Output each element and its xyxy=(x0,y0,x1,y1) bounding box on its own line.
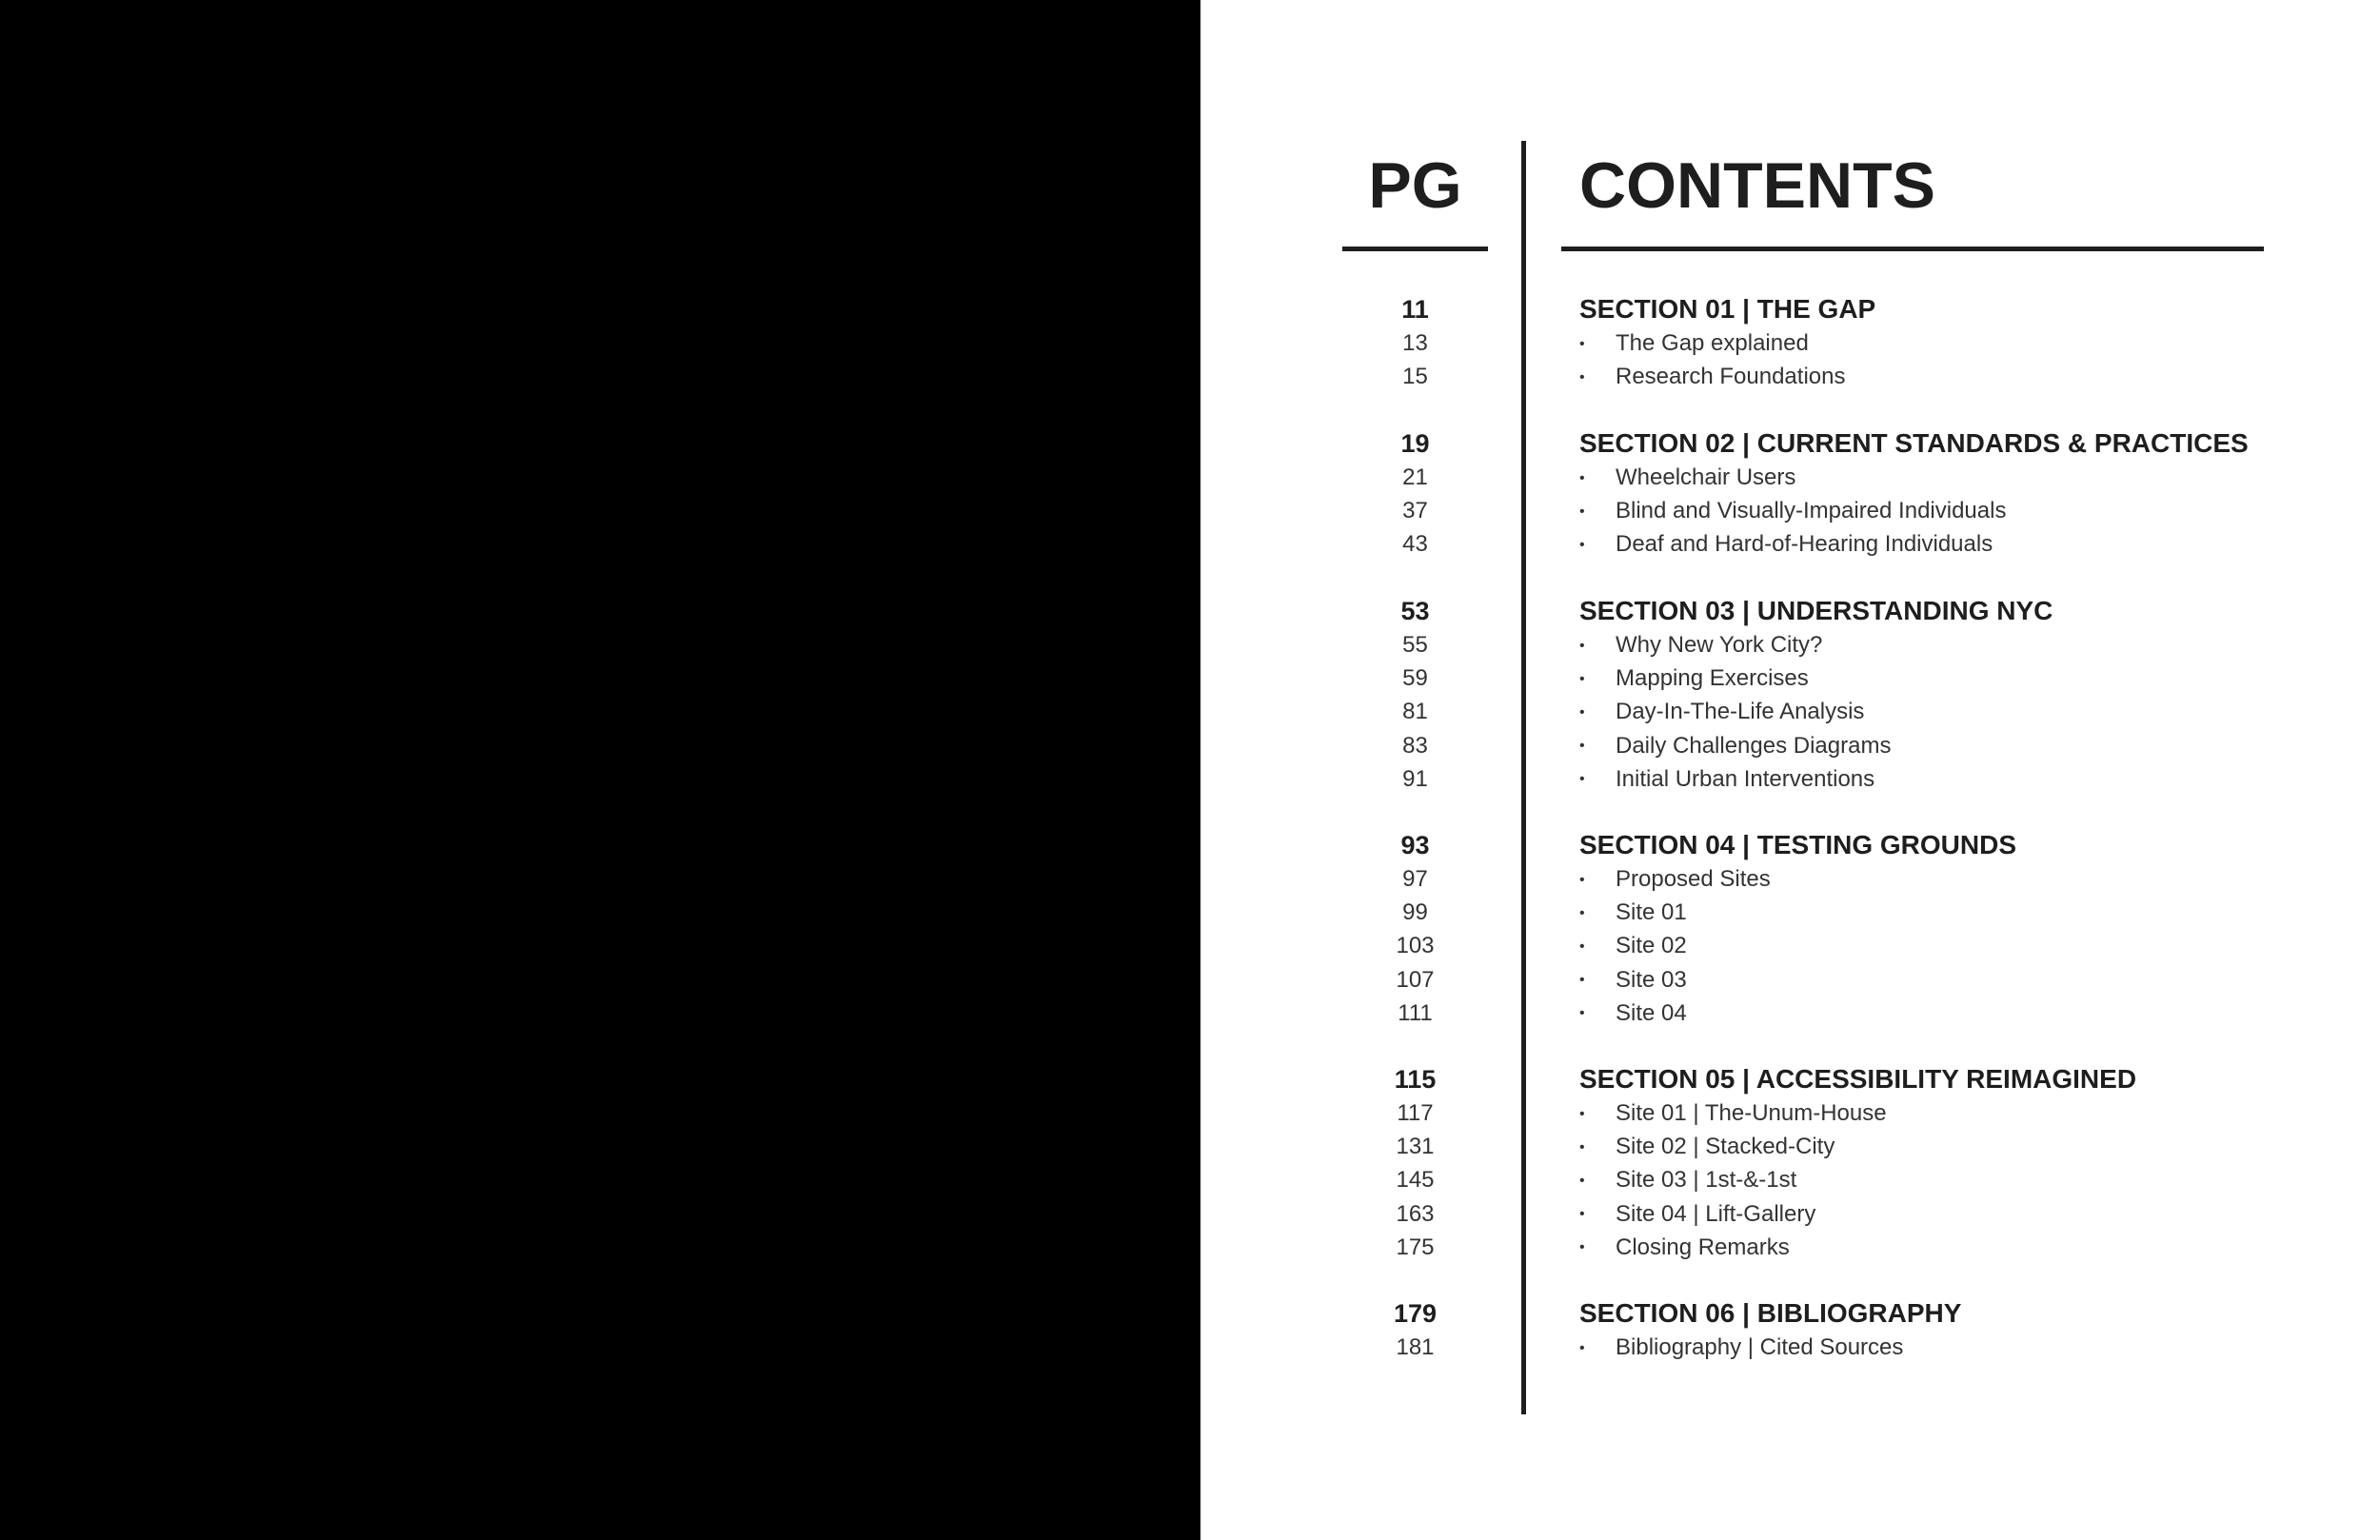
toc-item-label: Deaf and Hard-of-Hearing Individuals xyxy=(1616,531,1993,558)
item-page-number: 131 xyxy=(1396,1134,1435,1160)
item-page-number: 91 xyxy=(1402,765,1428,792)
bullet-icon: • xyxy=(1579,904,1585,921)
item-page-number: 111 xyxy=(1398,999,1433,1026)
bullet-icon: • xyxy=(1579,469,1585,486)
toc-item-label: Daily Challenges Diagrams xyxy=(1616,732,1892,759)
bullet-icon: • xyxy=(1579,335,1585,352)
section-page-number: 93 xyxy=(1400,831,1430,859)
bullet-icon: • xyxy=(1579,938,1585,956)
toc-item[interactable] xyxy=(1579,662,1809,696)
bullet-icon: • xyxy=(1579,637,1585,654)
toc-item-label: Day-In-The-Life Analysis xyxy=(1616,699,1865,725)
item-page-number: 145 xyxy=(1396,1167,1435,1194)
toc-item[interactable] xyxy=(1579,1164,1796,1197)
item-page-number: 175 xyxy=(1396,1234,1435,1260)
toc-item-label: Site 02 xyxy=(1616,933,1687,959)
toc-item[interactable] xyxy=(1579,997,1687,1031)
toc-item-label: Closing Remarks xyxy=(1616,1234,1790,1260)
bullet-icon: • xyxy=(1579,1206,1585,1223)
toc-item[interactable] xyxy=(1579,1332,1903,1365)
toc-item-label: Site 03 xyxy=(1616,966,1687,993)
bullet-icon: • xyxy=(1579,738,1585,755)
item-page-number: 181 xyxy=(1396,1334,1435,1360)
toc-item[interactable] xyxy=(1579,863,1771,897)
toc-item-label: Site 01 | The-Unum-House xyxy=(1616,1100,1887,1126)
bullet-icon: • xyxy=(1579,704,1585,721)
toc-item-label: Mapping Exercises xyxy=(1616,665,1809,692)
section-page-number: 179 xyxy=(1393,1299,1438,1328)
item-page-number: 83 xyxy=(1402,732,1428,759)
item-page-number: 15 xyxy=(1402,364,1428,390)
section-page-number: 115 xyxy=(1394,1065,1437,1094)
section-title[interactable]: SECTION 03 | UNDERSTANDING NYC xyxy=(1579,596,2053,625)
toc-item-label: Site 02 | Stacked-City xyxy=(1616,1134,1835,1160)
item-page-number: 59 xyxy=(1402,665,1428,692)
bullet-icon: • xyxy=(1579,1138,1585,1155)
item-page-number: 43 xyxy=(1402,531,1428,558)
bullet-icon: • xyxy=(1579,1339,1585,1356)
toc-item[interactable] xyxy=(1579,930,1687,963)
item-page-number: 107 xyxy=(1396,966,1435,993)
item-page-number: 103 xyxy=(1396,933,1435,959)
toc-item[interactable] xyxy=(1579,462,1795,495)
item-page-number: 13 xyxy=(1402,330,1428,356)
toc-item[interactable] xyxy=(1579,964,1687,997)
section-title[interactable]: SECTION 01 | THE GAP xyxy=(1579,294,1876,324)
pg-heading: PG xyxy=(1368,149,1462,222)
toc-item[interactable] xyxy=(1579,1198,1815,1232)
toc-item-label: Site 01 xyxy=(1616,899,1687,926)
item-page-number: 99 xyxy=(1402,899,1428,926)
item-page-number: 55 xyxy=(1402,632,1428,658)
bullet-icon: • xyxy=(1579,871,1585,888)
toc-item-label: Bibliography | Cited Sources xyxy=(1616,1334,1904,1360)
toc-item-label: Proposed Sites xyxy=(1616,866,1771,892)
toc-item[interactable] xyxy=(1579,897,1687,930)
column-divider xyxy=(1521,141,1526,1414)
section-page-number: 11 xyxy=(1401,295,1429,324)
toc-item-label: Why New York City? xyxy=(1616,632,1823,658)
bullet-icon: • xyxy=(1579,670,1585,687)
bullet-icon: • xyxy=(1579,972,1585,989)
section-title[interactable]: SECTION 06 | BIBLIOGRAPHY xyxy=(1579,1298,1962,1328)
toc-item[interactable] xyxy=(1579,327,1809,361)
contents-heading: CONTENTS xyxy=(1579,149,1935,222)
bullet-icon: • xyxy=(1579,1239,1585,1256)
toc-item-label: Site 04 | Lift-Gallery xyxy=(1616,1200,1816,1227)
toc-item[interactable] xyxy=(1579,696,1864,729)
bullet-icon: • xyxy=(1579,537,1585,554)
section-page-number: 53 xyxy=(1400,597,1430,625)
item-page-number: 37 xyxy=(1402,498,1428,524)
section-title[interactable]: SECTION 04 | TESTING GROUNDS xyxy=(1579,830,2017,859)
item-page-number: 81 xyxy=(1402,699,1428,725)
toc-item-label: Wheelchair Users xyxy=(1616,464,1796,490)
toc-item-label: Site 03 | 1st-&-1st xyxy=(1616,1167,1797,1194)
section-page-number: 19 xyxy=(1400,429,1430,458)
bullet-icon: • xyxy=(1579,1173,1585,1190)
bullet-icon: • xyxy=(1579,771,1585,788)
toc-item[interactable] xyxy=(1579,1131,1835,1164)
pg-underline xyxy=(1342,247,1488,251)
section-title[interactable]: SECTION 02 | CURRENT STANDARDS & PRACTICES xyxy=(1579,428,2249,458)
toc-item[interactable] xyxy=(1579,1232,1790,1265)
contents-underline xyxy=(1561,247,2264,251)
bullet-icon: • xyxy=(1579,1005,1585,1022)
item-page-number: 163 xyxy=(1396,1200,1435,1227)
toc-item[interactable] xyxy=(1579,361,1845,394)
item-page-number: 21 xyxy=(1402,464,1428,490)
toc-item-label: Blind and Visually-Impaired Individuals xyxy=(1616,498,2007,524)
section-title[interactable]: SECTION 05 | ACCESSIBILITY REIMAGINED xyxy=(1579,1064,2137,1094)
bullet-icon: • xyxy=(1579,503,1585,520)
toc-item-label: Initial Urban Interventions xyxy=(1616,765,1875,792)
toc-item[interactable] xyxy=(1579,763,1874,797)
toc-item[interactable] xyxy=(1579,1097,1887,1131)
toc-item-label: The Gap explained xyxy=(1616,330,1809,356)
item-page-number: 117 xyxy=(1397,1100,1434,1126)
toc-item[interactable] xyxy=(1579,528,1993,562)
bullet-icon: • xyxy=(1579,368,1585,385)
bullet-icon: • xyxy=(1579,1105,1585,1122)
toc-item[interactable] xyxy=(1579,629,1822,662)
toc-item-label: Site 04 xyxy=(1616,999,1687,1026)
toc-item-label: Research Foundations xyxy=(1616,364,1846,390)
toc-item[interactable] xyxy=(1579,730,1891,763)
toc-item[interactable] xyxy=(1579,495,2006,528)
item-page-number: 97 xyxy=(1402,866,1428,892)
